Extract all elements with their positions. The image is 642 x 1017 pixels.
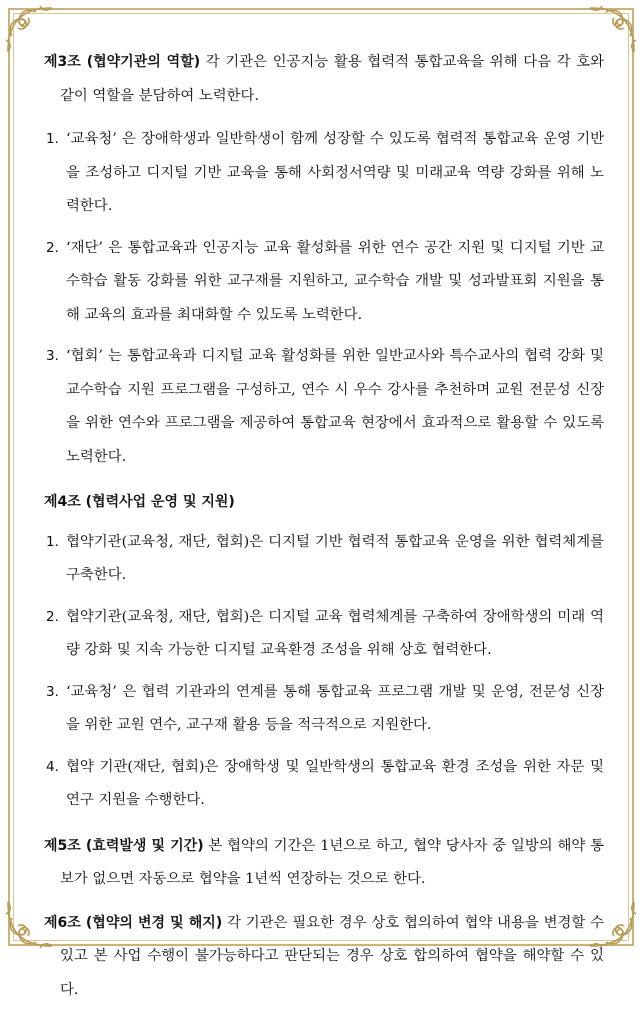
list-item bbox=[44, 601, 604, 668]
list-item bbox=[44, 123, 604, 224]
item-number: 1. bbox=[46, 533, 59, 550]
article-6 bbox=[44, 907, 604, 1008]
item-number: 4. bbox=[46, 758, 59, 775]
article-4-title: 제4조 (협력사업 운영 및 지원) bbox=[44, 494, 235, 510]
item-text: 협약 기관(재단, 협회)은 장애학생 및 일반학생의 통합교육 환경 조성을 위한 자문 및 연구 지원을 수행한다. bbox=[66, 758, 604, 808]
item-text: ‘교육청’ 은 장애학생과 일반학생이 함께 성장할 수 있도록 협력적 통합교육 운영 기반을 조성하고 디지털 기반 교육을 통해 사회정서역량 및 미래교육 역량 강화를 위해 노력한다. bbox=[66, 131, 604, 214]
article-3-intro: 각 기관은 인공지능 활용 협력적 통합교육을 위해 다음 각 호와 같이 역할을 분담하여 노력한다. bbox=[60, 54, 604, 104]
item-text: ‘교육청’ 은 협력 기관과의 연계를 통해 통합교육 프로그램 개발 및 운영, 전문성 신장을 위한 교원 연수, 교구재 활용 등을 적극적으로 지원한다. bbox=[66, 683, 604, 733]
document-body bbox=[44, 46, 604, 1017]
list-item bbox=[44, 340, 604, 474]
article-5-body: 본 협약의 기간은 1년으로 하고, 협약 당사자 중 일방의 해약 통보가 없으면 자동으로 협약을 1년씩 연장하는 것으로 한다. bbox=[60, 837, 604, 887]
article-5-title: 제5조 (효력발생 및 기간) bbox=[44, 837, 204, 854]
item-number: 3. bbox=[46, 348, 59, 364]
item-number: 3. bbox=[46, 683, 59, 700]
list-item bbox=[44, 751, 604, 818]
item-text: 협약기관(교육청, 재단, 협회)은 디지털 교육 협력체계를 구축하여 장애학생의 미래 역량 강화 및 지속 가능한 디지털 교육환경 조성을 위해 상호 협력한다. bbox=[66, 608, 604, 658]
list-item bbox=[44, 526, 604, 593]
article-3-title: 제3조 (협약기관의 역할) bbox=[44, 54, 201, 70]
item-text: 협약기관(교육청, 재단, 협회)은 디지털 기반 협력적 통합교육 운영을 위한 협력체계를 구축한다. bbox=[66, 533, 604, 583]
item-number: 2. bbox=[46, 608, 59, 625]
item-number: 2. bbox=[46, 239, 59, 256]
article-4-list bbox=[44, 526, 604, 818]
item-text: ‘협회’ 는 통합교육과 디지털 교육 활성화를 위한 일반교사와 특수교사의 협력 강화 및 교수학습 지원 프로그램을 구성하고, 연수 시 우수 강사를 추천하며 교원 전문성 신장을 위한 연수와 프로그램을 제공하여 통합교육 현장에서 효과적으로 활용할 수 있도록 노력한다. bbox=[66, 348, 604, 465]
item-text: ‘재단’ 은 통합교육과 인공지능 교육 활성화를 위한 연수 공간 지원 및 디지털 기반 교수학습 활동 강화를 위한 교구재를 지원하고, 교수학습 개발 및 성과발표회 지원을 통해 교육의 효과를 최대화할 수 있도록 노력한다. bbox=[66, 239, 604, 323]
article-6-title: 제6조 (협약의 변경 및 해지) bbox=[44, 914, 223, 931]
list-item bbox=[44, 676, 604, 743]
article-5 bbox=[44, 830, 604, 897]
list-item bbox=[44, 232, 604, 333]
article-3 bbox=[44, 46, 604, 113]
article-3-list bbox=[44, 123, 604, 474]
article-6-body: 각 기관은 필요한 경우 상호 협의하여 협약 내용을 변경할 수 있고 본 사업 수행이 불가능하다고 판단되는 경우 상호 합의하여 협약을 해약할 수 있다. bbox=[60, 914, 604, 998]
item-number: 1. bbox=[46, 131, 59, 147]
